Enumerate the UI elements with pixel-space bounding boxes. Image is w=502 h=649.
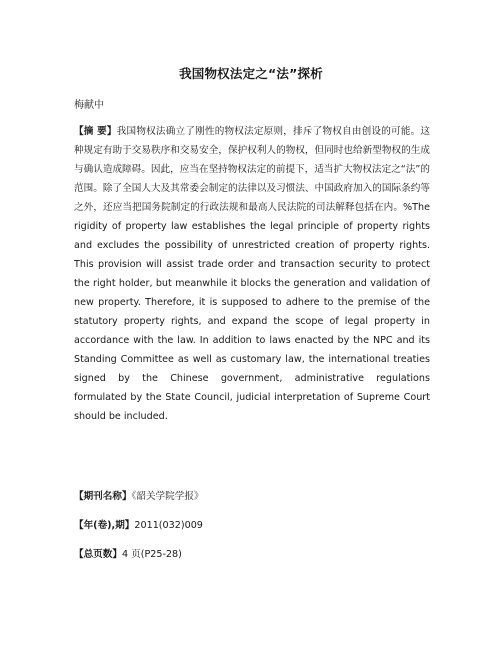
abstract-text-zh: 我国物权法确立了刚性的物权法定原则，排斥了物权自由创设的可能。这种规定有助于交易秩序和交易安全，保护权利人的物权，但同时也给新型物权的生成与确认造成障碍。因此，应当在坚持物权法定的前提下，适当扩大物权法定之“法”的范围。除了全国人大及其常委会制定的法律以及习惯法、中国政府加入的国际条约等之外，还应当把国务院制定的行政法规和最高人民法院的司法解释包括在内。	[74, 126, 431, 213]
pages-row	[74, 545, 182, 564]
paper-title: 我国物权法定之“法”探析	[179, 66, 323, 81]
journal-name-label: 【期刊名称】	[74, 491, 132, 502]
paper-author: 梅献中	[74, 100, 104, 111]
journal-name-value: 《韶关学院学报》	[131, 491, 204, 502]
pages-value: 4 页(P25-28)	[121, 549, 182, 560]
issue-label: 【年(卷),期】	[74, 520, 135, 531]
journal-name-row	[74, 487, 204, 506]
abstract-label: 【摘 要】	[74, 126, 117, 137]
abstract-block	[74, 122, 430, 426]
abstract-text-en: %The rigidity of property law establishes the legal principle of property rights and excludes the possibility of unrestricted creation of property rights. This provision will assist trade order and transaction security to protect the right holder, but meanwhile it blocks the generation and validation of new property. Therefore, it is supposed to adhere to the premise of the statutory property rights, and expand the scope of legal property in accordance with the law. In addition to laws enacted by the NPC and its Standing Committee as well as customary law, the international treaties signed by the Chinese government, administrative regulations formulated by the State Council, judicial interpretation of Supreme Court should be included.	[74, 202, 430, 422]
issue-value: 2011(032)009	[134, 520, 203, 531]
pages-label: 【总页数】	[74, 549, 122, 560]
issue-row	[74, 516, 203, 535]
